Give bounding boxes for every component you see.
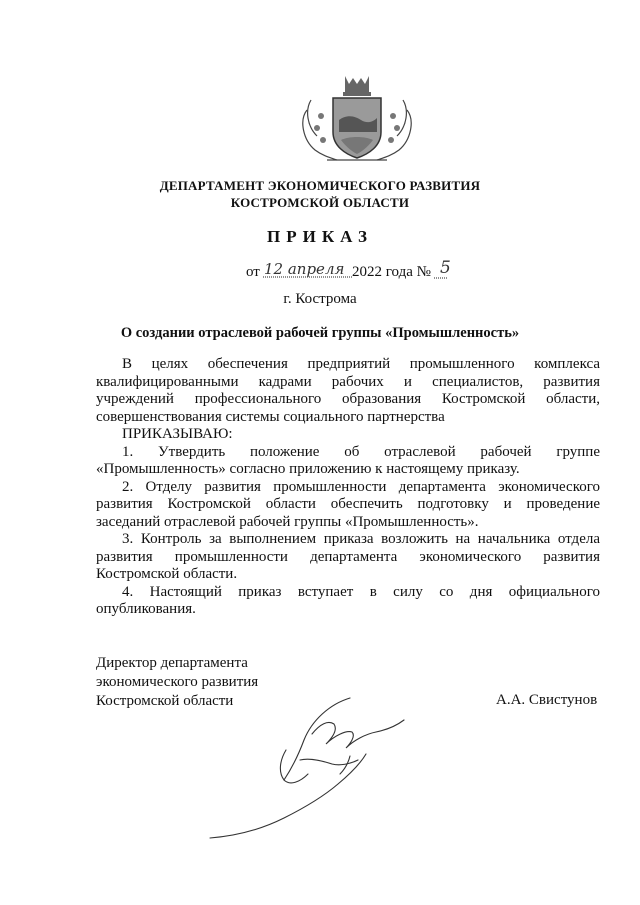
order-item-line: опубликования.: [96, 601, 196, 617]
number-underline: [434, 276, 448, 280]
date-number-line: [246, 258, 451, 285]
order-body: [96, 356, 600, 619]
order-item-line: развития промышленности департамента экономического развития: [96, 548, 600, 565]
city-line: г. Кострома: [283, 291, 357, 307]
date-prefix: от: [246, 264, 260, 280]
position-line: экономического развития: [96, 674, 259, 690]
signatory-name: А.А. Свистунов: [496, 692, 598, 708]
handwritten-signature: [200, 690, 420, 840]
date-suffix: 2022 года №: [352, 264, 431, 280]
preamble-line: совершенствования системы социального партнерства: [96, 408, 445, 425]
order-item-line: «Промышленность» согласно приложению к настоящему приказу.: [96, 461, 520, 477]
order-item-line: заседаний отраслевой рабочей группы «Промышленность».: [96, 513, 479, 530]
preamble-line: В целях обеспечения предприятий промышленного комплекса: [122, 356, 600, 372]
preamble-line: квалифицированными кадрами рабочих и специалистов, развития: [96, 373, 600, 390]
order-subject: О создании отраслевой рабочей группы «Промышленность»: [120, 325, 520, 341]
order-item-line: 4. Настоящий приказ вступает в силу со дня официального: [122, 583, 600, 600]
document-type-title: ПРИКАЗ: [267, 227, 373, 246]
department-name-line1: ДЕПАРТАМЕНТ ЭКОНОМИЧЕСКОГО РАЗВИТИЯ: [159, 178, 481, 193]
position-line: Костромской области: [96, 693, 234, 709]
position-line: Директор департамента: [96, 655, 248, 671]
date-underline: [263, 275, 353, 279]
preamble-line: учреждений профессионального образования Костромской области,: [96, 391, 600, 407]
order-item-line: 2. Отделу развития промышленности департамента экономического: [122, 478, 600, 495]
order-word: ПРИКАЗЫВАЮ:: [122, 426, 233, 442]
number-handwritten: 5: [440, 258, 451, 278]
order-item-line: развития Костромской области обеспечить подготовку и проведение: [96, 496, 600, 512]
department-name-line2: КОСТРОМСКОЙ ОБЛАСТИ: [230, 195, 410, 210]
order-item-line: 3. Контроль за выполнением приказа возложить на начальника отдела: [122, 531, 600, 547]
date-handwritten: 12 апреля: [264, 260, 345, 278]
coat-of-arms-emblem: [297, 70, 417, 166]
order-item-line: 1. Утвердить положение об отраслевой рабочей группе: [122, 443, 600, 460]
order-item-line: Костромской области.: [96, 566, 238, 582]
